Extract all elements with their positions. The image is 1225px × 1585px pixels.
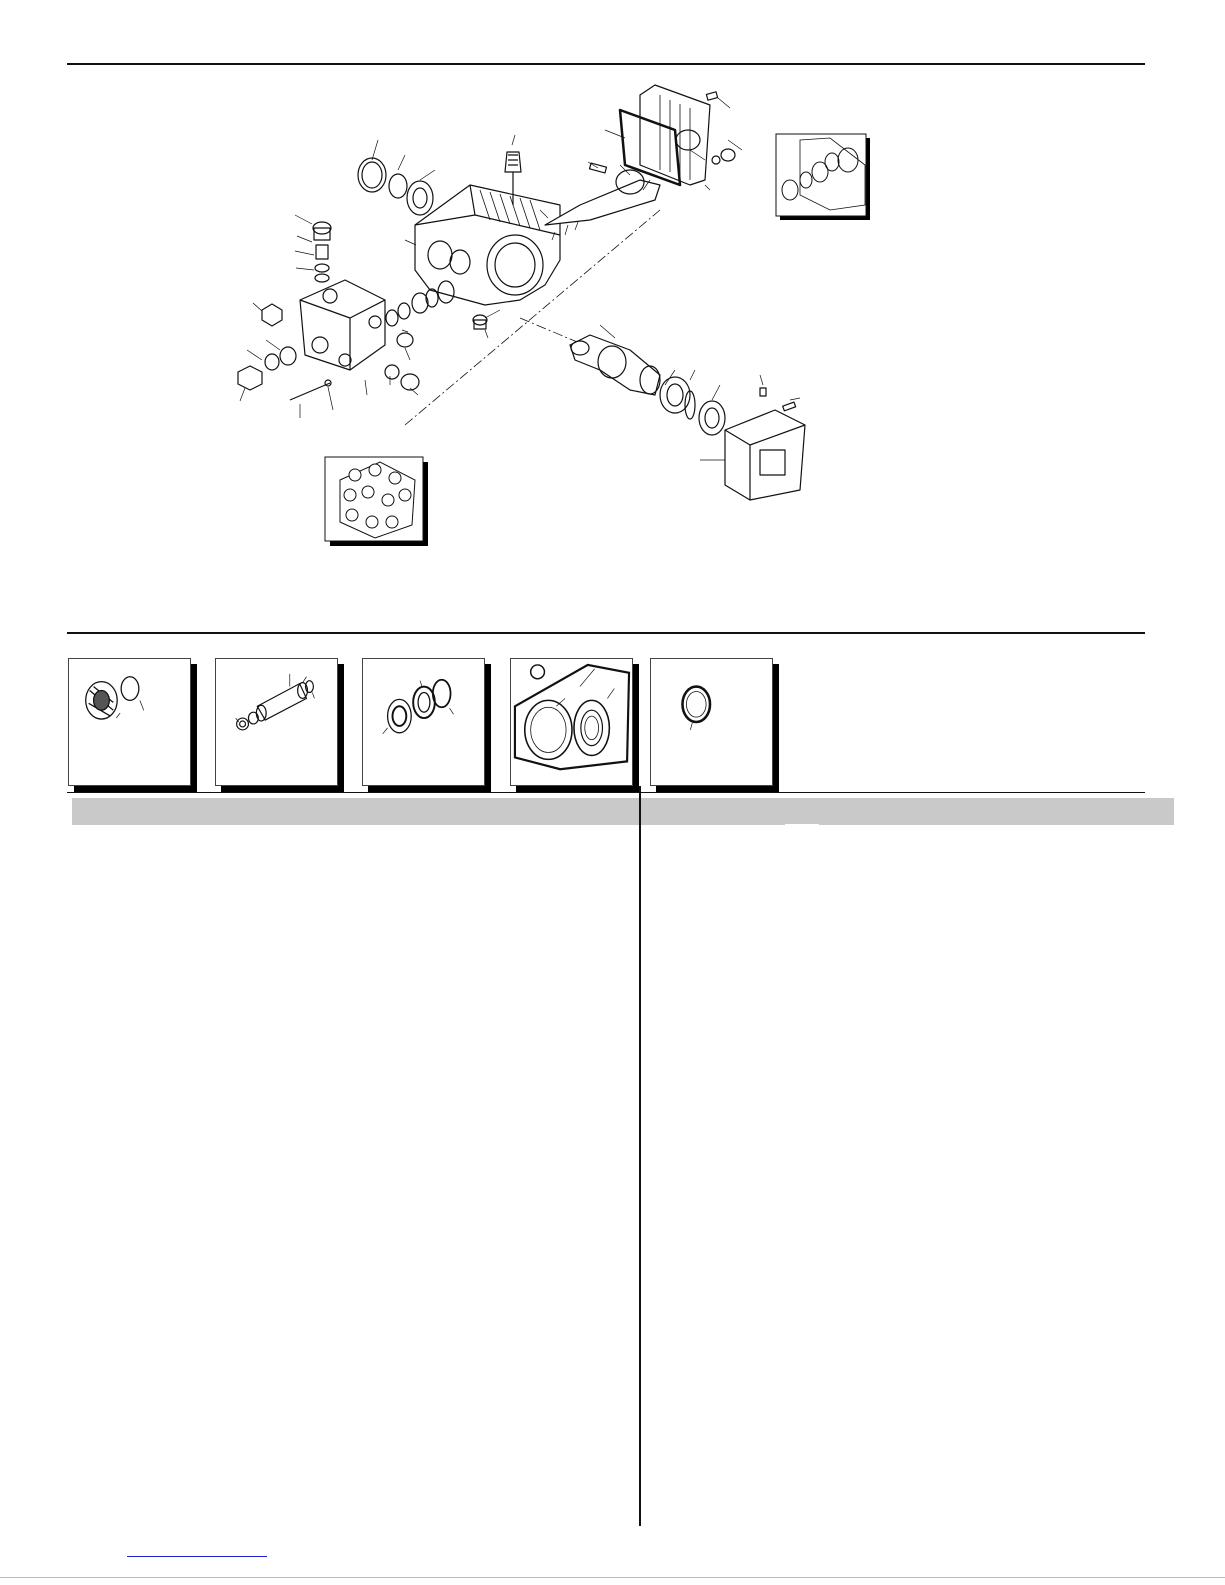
section-rule [67, 632, 1145, 634]
footer-rule [0, 1577, 1225, 1578]
kit-oil-seal-panel [510, 658, 633, 786]
kit-water-seal-panel [362, 658, 485, 786]
o-ring-icon [651, 659, 772, 785]
kits-bottom-rule [67, 792, 1145, 793]
kit-plunger-panel [215, 658, 338, 786]
crankshaft [570, 335, 660, 395]
table-header-notch [785, 824, 819, 827]
kit-valve-panel [68, 658, 191, 786]
kit-o-ring-panel [650, 658, 773, 786]
footer-link-underline[interactable] [127, 1556, 267, 1557]
parts-table-header [72, 798, 1174, 825]
table-column-divider [639, 796, 641, 1526]
seal-icon [363, 659, 484, 785]
bearing-cover [725, 410, 805, 500]
oil-seal-icon [511, 659, 632, 785]
valve-icon [69, 659, 190, 785]
plunger-icon [216, 659, 337, 785]
crankcase [415, 185, 560, 305]
manifold [300, 280, 385, 370]
exploded-view-diagram [0, 0, 1225, 640]
manifold-detail-inset [325, 457, 428, 546]
seal-detail-inset [776, 134, 870, 220]
